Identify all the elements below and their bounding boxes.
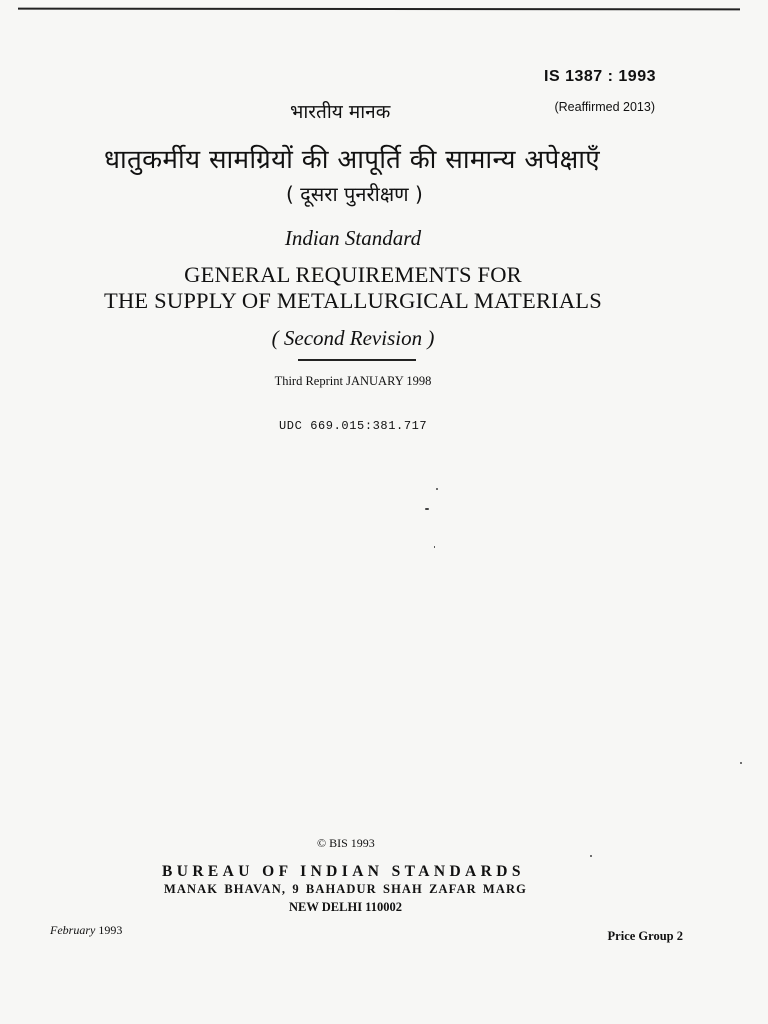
title-line-2: THE SUPPLY OF METALLURGICAL MATERIALS xyxy=(104,288,602,313)
hindi-revision: ( दूसरा पुनरीक्षण ) xyxy=(286,182,423,206)
scan-speck xyxy=(590,855,592,857)
publication-date xyxy=(50,923,122,938)
copyright-notice: © BIS 1993 xyxy=(317,836,375,850)
scan-speck xyxy=(740,762,742,764)
publisher-name: BUREAU OF INDIAN STANDARDS xyxy=(162,863,525,880)
address-line-2: NEW DELHI 110002 xyxy=(289,900,402,914)
udc-code: UDC 669.015:381.717 xyxy=(279,419,428,433)
scan-speck xyxy=(436,488,438,490)
scan-speck xyxy=(425,508,429,510)
publication-year: 1993 xyxy=(98,923,123,937)
standard-label: Indian Standard xyxy=(284,226,422,250)
standard-number: IS 1387 : 1993 xyxy=(544,68,656,85)
hindi-standard-label: भारतीय मानक xyxy=(290,101,391,123)
reprint-note: Third Reprint JANUARY 1998 xyxy=(274,374,432,388)
address-line-1: MANAK BHAVAN, 9 BAHADUR SHAH ZAFAR MARG xyxy=(164,882,527,896)
reaffirmed-note: (Reaffirmed 2013) xyxy=(554,100,655,114)
revision-label: ( Second Revision ) xyxy=(271,326,435,350)
hindi-title: धातुकर्मीय सामग्रियों की आपूर्ति की सामान्य अपेक्षाएँ xyxy=(104,145,600,175)
divider-rule xyxy=(298,359,416,361)
top-border-rule xyxy=(18,8,740,11)
scan-speck xyxy=(434,546,435,548)
publication-month: February xyxy=(50,923,96,937)
title-line-1: GENERAL REQUIREMENTS FOR xyxy=(184,262,522,287)
price-group: Price Group 2 xyxy=(607,929,683,943)
